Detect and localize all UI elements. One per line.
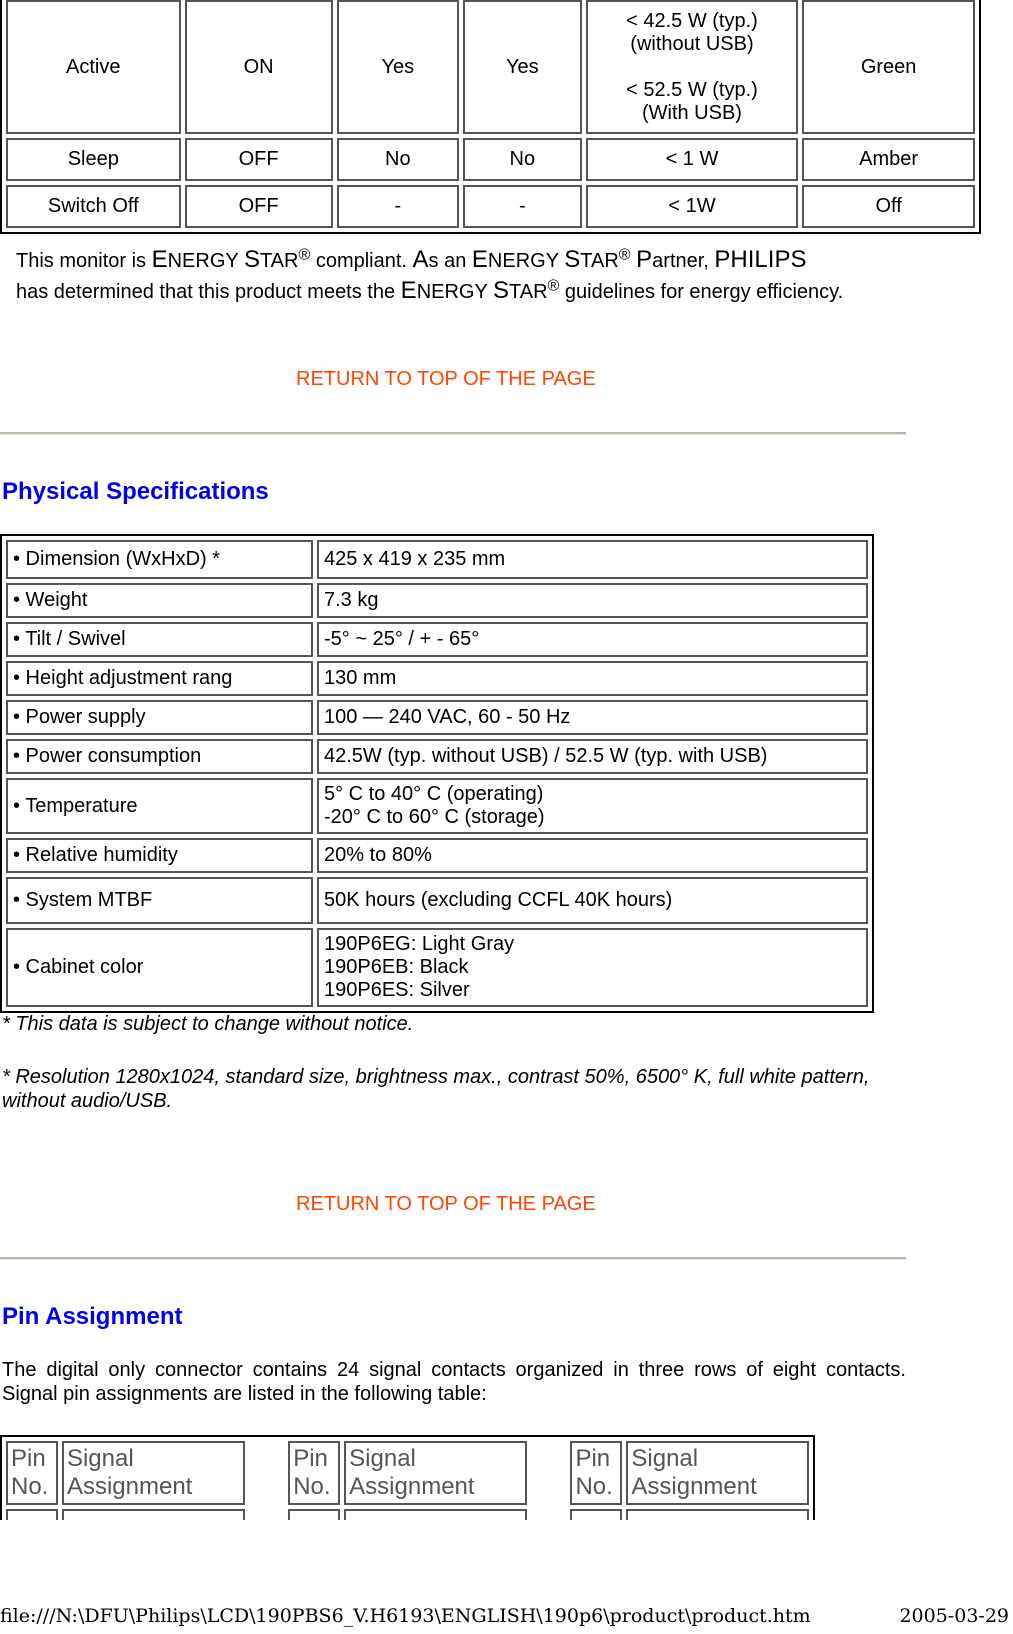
- pin-table-header-row: [6, 1441, 809, 1505]
- power-table-cell: OFF: [185, 185, 333, 228]
- return-to-top-link[interactable]: RETURN TO TOP OF THE PAGE: [296, 1193, 596, 1215]
- power-table-cell: Active: [6, 0, 181, 134]
- spec-value: 190P6EG: Light Gray 190P6EB: Black 190P6ES: Silver: [317, 928, 868, 1007]
- registered-mark: ®: [547, 277, 560, 295]
- energy-text: E: [471, 246, 488, 273]
- spec-value: 5° C to 40° C (operating) -20° C to 60° C (storage): [317, 778, 868, 834]
- table-gap: [249, 1509, 285, 1520]
- pin-cell: [288, 1509, 340, 1520]
- power-table-cell: Yes: [463, 0, 582, 134]
- energy-text: This monitor is: [16, 250, 152, 272]
- power-table-row: [6, 0, 975, 134]
- energy-text: NERGY: [416, 281, 494, 303]
- table-gap: [531, 1509, 567, 1520]
- spec-row: [6, 877, 868, 924]
- spec-value: 425 x 419 x 235 mm: [317, 540, 868, 579]
- physical-specs-table: [0, 534, 874, 1013]
- spec-value: 42.5W (typ. without USB) / 52.5 W (typ. with USB): [317, 739, 868, 774]
- signal-assignment-header: Signal Assignment: [62, 1441, 245, 1505]
- pin-assignment-heading: Pin Assignment: [2, 1303, 183, 1330]
- energy-text: compliant.: [310, 250, 413, 272]
- return-to-top-link[interactable]: RETURN TO TOP OF THE PAGE: [296, 368, 596, 390]
- spec-label: • Weight: [6, 583, 313, 618]
- power-table-cell: < 1 W: [586, 138, 799, 181]
- section-divider: [0, 432, 906, 435]
- pin-cell: [6, 1509, 58, 1520]
- spec-label: • Cabinet color: [6, 928, 313, 1007]
- spec-row: [6, 928, 868, 1007]
- spec-label: • Temperature: [6, 778, 313, 834]
- pin-cell: [570, 1509, 622, 1520]
- spec-row: [6, 778, 868, 834]
- power-table-cell: Amber: [802, 138, 975, 181]
- spec-label: • Dimension (WxHxD) *: [6, 540, 313, 579]
- pin-description: The digital only connector contains 24 signal contacts organized in three rows of eight contacts. Signal pin assignments are listed in the following table:: [2, 1359, 906, 1405]
- power-table-cell: Green: [802, 0, 975, 134]
- spec-row: [6, 540, 868, 579]
- spec-value: 130 mm: [317, 661, 868, 696]
- spec-value: 100 — 240 VAC, 60 - 50 Hz: [317, 700, 868, 735]
- energy-star-statement: [16, 245, 866, 307]
- signal-cell: [626, 1509, 809, 1520]
- registered-mark: ®: [298, 246, 311, 264]
- table-gap: [531, 1441, 567, 1505]
- spec-note-resolution: * Resolution 1280x1024, standard size, brightness max., contrast 50%, 6500° K, full white pattern, without audio/USB.: [2, 1066, 870, 1112]
- signal-cell: [62, 1509, 245, 1520]
- pin-table-container: [0, 1435, 815, 1520]
- power-table-cell: Off: [802, 185, 975, 228]
- spec-row: [6, 583, 868, 618]
- section-divider: [0, 1257, 906, 1260]
- spec-row: [6, 739, 868, 774]
- energy-text: has determined that this product meets the: [16, 281, 401, 303]
- pin-no-header: Pin No.: [570, 1441, 622, 1505]
- power-table-cell: Sleep: [6, 138, 181, 181]
- energy-text: TAR: [509, 281, 548, 303]
- table-gap: [249, 1441, 285, 1505]
- spec-label: • System MTBF: [6, 877, 313, 924]
- power-table-body: [6, 0, 975, 228]
- power-table-row: [6, 138, 975, 181]
- power-table-cell: OFF: [185, 138, 333, 181]
- power-table-cell: Yes: [337, 0, 459, 134]
- philips-brand: PHILIPS: [714, 246, 807, 273]
- footer-file-path: file:///N:\DFU\Philips\LCD\190PBS6_V.H6193\ENGLISH\190p6\product\product.htm: [0, 1605, 811, 1627]
- energy-text: s an: [428, 250, 472, 272]
- energy-text: E: [400, 277, 417, 304]
- spec-label: • Height adjustment rang: [6, 661, 313, 696]
- power-table-cell: No: [463, 138, 582, 181]
- energy-text: TAR: [259, 250, 299, 272]
- registered-mark: ®: [618, 246, 631, 264]
- spec-row: [6, 622, 868, 657]
- energy-text: NERGY: [487, 250, 565, 272]
- energy-text: P: [636, 246, 653, 273]
- spec-value: 50K hours (excluding CCFL 40K hours): [317, 877, 868, 924]
- signal-assignment-header: Signal Assignment: [626, 1441, 809, 1505]
- spec-row: [6, 661, 868, 696]
- power-table-cell: Switch Off: [6, 185, 181, 228]
- energy-text: S: [493, 277, 510, 304]
- energy-text: guidelines for energy efficiency.: [559, 281, 844, 303]
- energy-text: E: [151, 246, 168, 273]
- spec-label: • Power consumption: [6, 739, 313, 774]
- spec-row: [6, 700, 868, 735]
- power-table-cell: ON: [185, 0, 333, 134]
- physical-table-body: [6, 540, 868, 1007]
- power-table-row: [6, 185, 975, 228]
- power-table-cell: No: [337, 138, 459, 181]
- energy-text: S: [564, 246, 581, 273]
- pin-no-header: Pin No.: [288, 1441, 340, 1505]
- power-table-cell: < 1W: [586, 185, 799, 228]
- power-table-cell: -: [463, 185, 582, 228]
- power-table-cell: -: [337, 185, 459, 228]
- spec-label: • Power supply: [6, 700, 313, 735]
- power-table-cell: < 42.5 W (typ.) (without USB) < 52.5 W (typ.) (With USB): [586, 0, 799, 134]
- pin-no-header: Pin No.: [6, 1441, 58, 1505]
- spec-value: -5° ~ 25° / + - 65°: [317, 622, 868, 657]
- pin-table-row: [6, 1509, 809, 1520]
- signal-cell: [344, 1509, 527, 1520]
- spec-note-change: * This data is subject to change without notice.: [2, 1013, 414, 1035]
- energy-text: artner,: [652, 250, 715, 272]
- energy-text: NERGY: [167, 250, 244, 272]
- spec-value: 20% to 80%: [317, 838, 868, 873]
- spec-row: [6, 838, 868, 873]
- spec-label: • Relative humidity: [6, 838, 313, 873]
- power-management-table: [0, 0, 981, 234]
- energy-text: S: [243, 246, 260, 273]
- spec-value: 7.3 kg: [317, 583, 868, 618]
- pin-assignment-table: [0, 1435, 815, 1520]
- spec-label: • Tilt / Swivel: [6, 622, 313, 657]
- physical-specs-heading: Physical Specifications: [2, 478, 269, 505]
- footer-date: 2005-03-29: [899, 1605, 1009, 1627]
- signal-assignment-header: Signal Assignment: [344, 1441, 527, 1505]
- energy-text: TAR: [580, 250, 619, 272]
- energy-text: A: [412, 246, 429, 273]
